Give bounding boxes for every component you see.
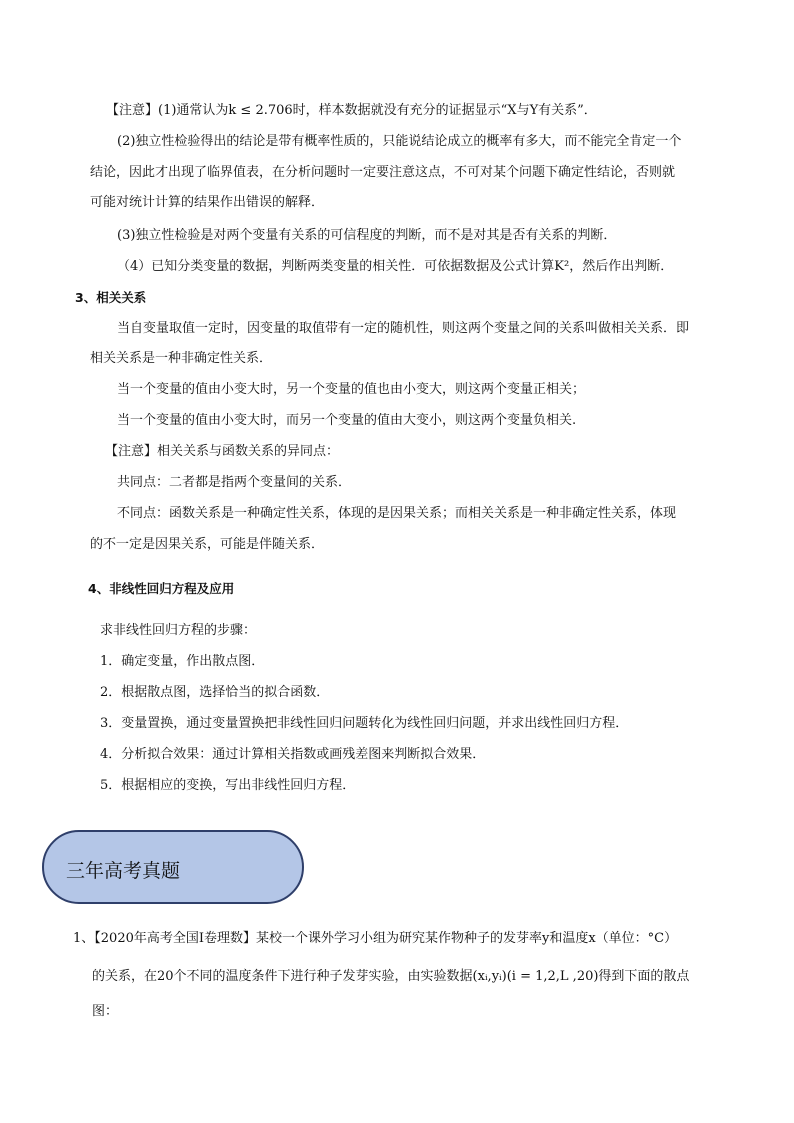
note-line-5: (3)独立性检验是对两个变量有关系的可信程度的判断，而不是对其是否有关系的判断． (117, 228, 617, 243)
section-3-para-1a: 当自变量取值一定时，因变量的取值带有一定的随机性，则这两个变量之间的关系叫做相关关系．即 (117, 321, 690, 336)
problem-1-line-2: 的关系，在20个不同的温度条件下进行种子发芽实验，由实验数据(xᵢ,yᵢ)(i = 1,2,L ,20)得到下面的散点 (92, 969, 690, 984)
problem-1-line-1: 1、【2020年高考全国Ⅰ卷理数】某校一个课外学习小组为研究某作物种子的发芽率y和温度x（单位：°C） (73, 931, 678, 946)
section-3-heading: 3、相关关系 (75, 290, 147, 305)
note-line-3: 结论，因此才出现了临界值表，在分析问题时一定要注意这点，不可对某个问题下确定性结论，否则就 (90, 165, 676, 180)
banner-title: 三年高考真题 (66, 860, 181, 882)
note-line-4: 可能对统计计算的结果作出错误的解释． (90, 195, 325, 210)
section-4-step-5: 5．根据相应的变换，写出非线性回归方程． (100, 778, 356, 793)
section-3-same: 共同点：二者都是指两个变量间的关系． (117, 475, 352, 490)
problem-1-line-3: 图： (92, 1004, 119, 1019)
section-3-diff-b: 的不一定是因果关系，可能是伴随关系． (90, 537, 325, 552)
note-line-2: (2)独立性检验得出的结论是带有概率性质的，只能说结论成立的概率有多大，而不能完全肯定一个 (117, 134, 682, 149)
section-banner (42, 830, 304, 904)
note-line-1: 【注意】(1)通常认为k ≤ 2.706时，样本数据就没有充分的证据显示“X与Y有关系”． (106, 103, 597, 118)
note-line-6: （4）已知分类变量的数据，判断两类变量的相关性．可依据数据及公式计算K²，然后作出判断． (117, 259, 674, 274)
section-4-step-2: 2．根据散点图，选择恰当的拟合函数． (100, 685, 330, 700)
section-4-step-1: 1．确定变量，作出散点图． (100, 654, 265, 669)
section-3-note: 【注意】相关关系与函数关系的异同点： (105, 444, 340, 459)
section-4-step-4: 4．分析拟合效果：通过计算相关指数或画残差图来判断拟合效果． (100, 747, 486, 762)
section-4-step-3: 3．变量置换，通过变量置换把非线性回归问题转化为线性回归问题，并求出线性回归方程． (100, 716, 629, 731)
section-3-para-2: 当一个变量的值由小变大时，另一个变量的值也由小变大，则这两个变量正相关； (117, 382, 586, 397)
section-3-para-1b: 相关关系是一种非确定性关系． (90, 351, 273, 366)
section-3-diff-a: 不同点：函数关系是一种确定性关系，体现的是因果关系；而相关关系是一种非确定性关系，体现 (117, 506, 677, 521)
section-3-para-3: 当一个变量的值由小变大时，而另一个变量的值由大变小，则这两个变量负相关. (117, 413, 577, 428)
section-4-heading: 4、非线性回归方程及应用 (88, 581, 235, 596)
section-4-intro: 求非线性回归方程的步骤： (100, 623, 257, 638)
